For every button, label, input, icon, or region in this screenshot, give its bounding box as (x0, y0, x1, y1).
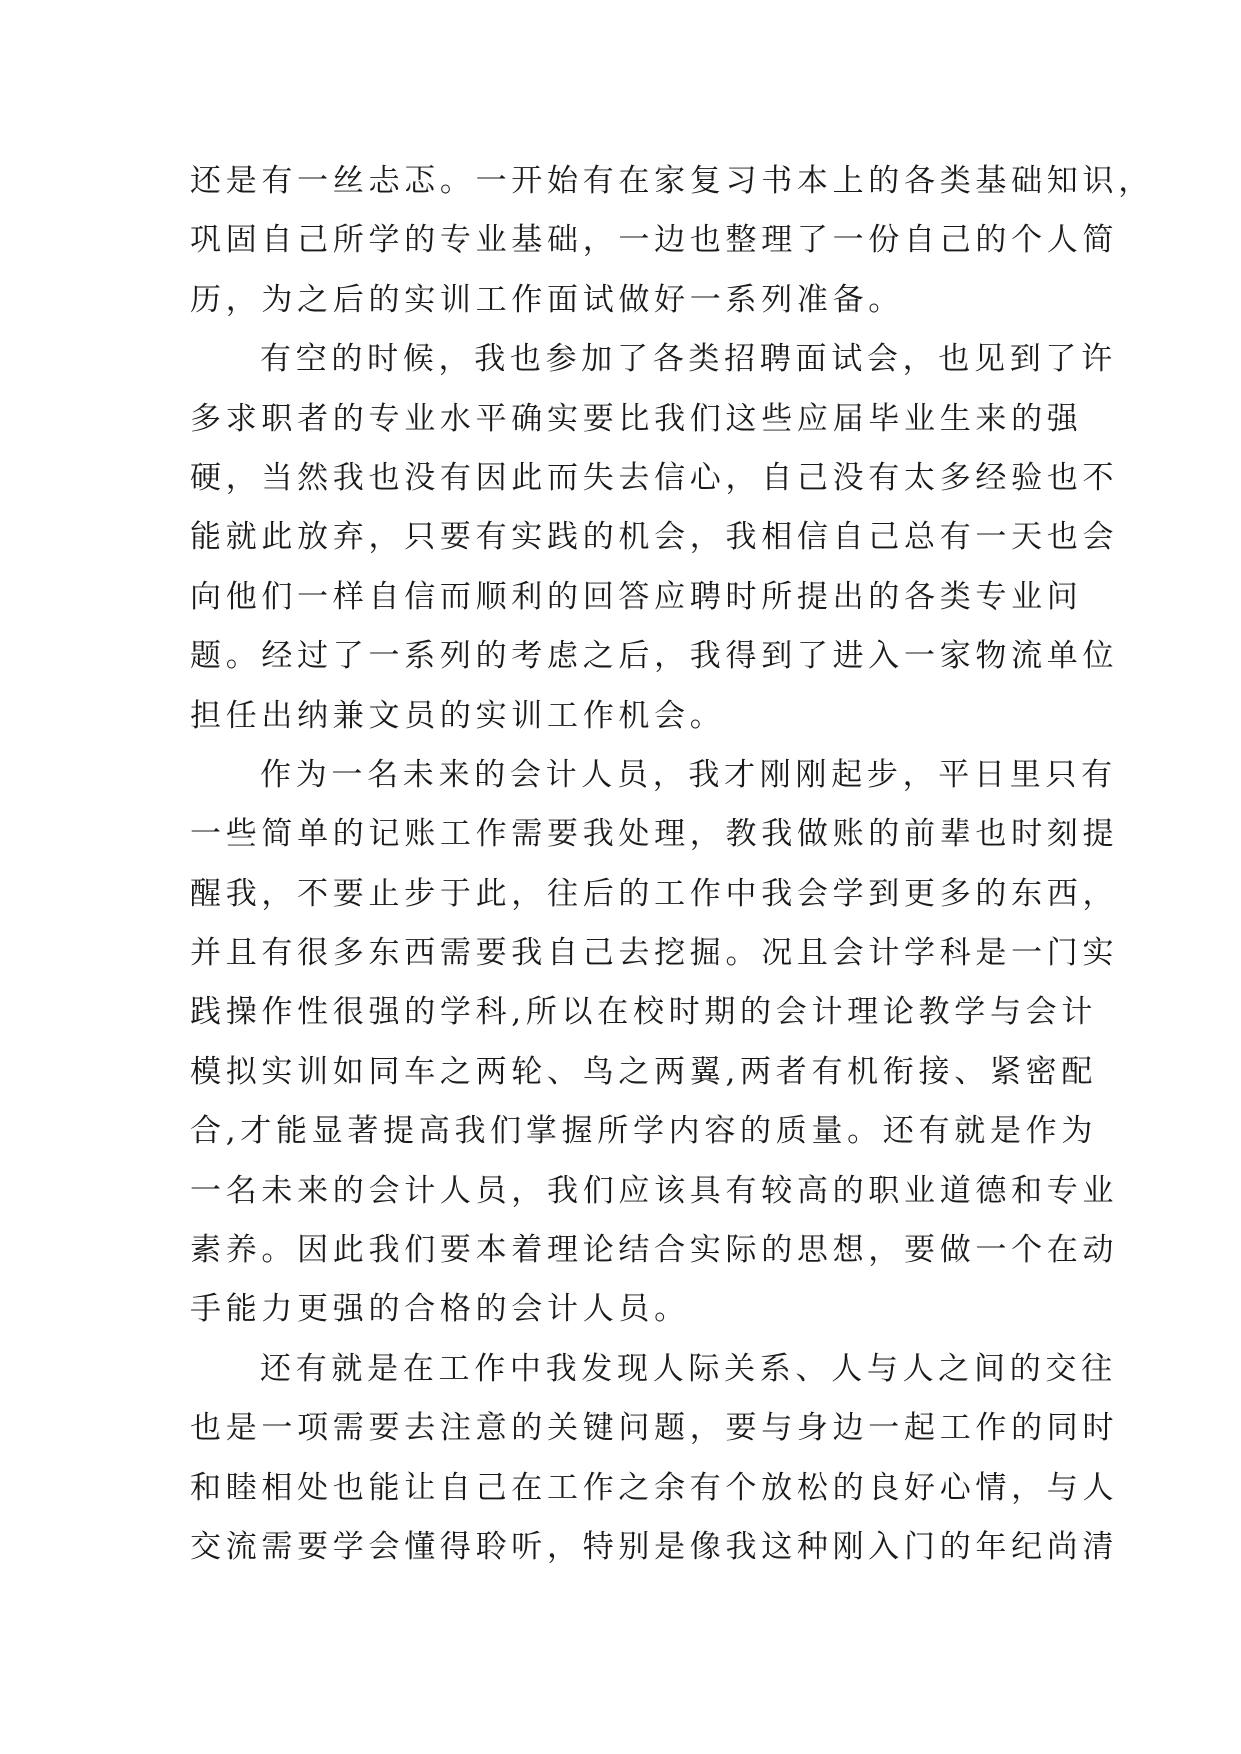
text-line: 担任出纳兼文员的实训工作机会。 (190, 697, 726, 734)
text-line: 素养。因此我们要本着理论结合实际的思想，要做一个在动 (190, 1232, 1119, 1269)
text-line: 还有就是在工作中我发现人际关系、人与人之间的交往 (260, 1350, 1117, 1387)
text-line: 能就此放弃，只要有实践的机会，我相信自己总有一天也会 (190, 519, 1119, 556)
text-line: 践操作性很强的学科,所以在校时期的会计理论教学与会计 (190, 994, 1098, 1031)
text-line: 有空的时候，我也参加了各类招聘面试会，也见到了许 (260, 341, 1117, 378)
text-line: 交流需要学会懂得聆听，特别是像我这种刚入门的年纪尚清 (190, 1528, 1119, 1565)
text-line: 模拟实训如同车之两轮、鸟之两翼,两者有机衔接、紧密配 (190, 1053, 1098, 1090)
text-line: 历，为之后的实训工作面试做好一系列准备。 (190, 281, 904, 318)
text-line: 还是有一丝忐忑。一开始有在家复习书本上的各类基础知识， (190, 163, 1154, 199)
text-line: 合,才能显著提高我们掌握所学内容的质量。还有就是作为 (190, 1113, 1098, 1150)
text-line: 硬，当然我也没有因此而失去信心，自己没有太多经验也不 (190, 459, 1119, 496)
text-line: 题。经过了一系列的考虑之后，我得到了进入一家物流单位 (190, 638, 1119, 675)
text-line: 作为一名未来的会计人员，我才刚刚起步，平日里只有 (260, 756, 1117, 793)
text-line: 并且有很多东西需要我自己去挖掘。况且会计学科是一门实 (190, 935, 1119, 972)
text-line: 一些简单的记账工作需要我处理，教我做账的前辈也时刻提 (190, 816, 1119, 853)
text-line: 一名未来的会计人员，我们应该具有较高的职业道德和专业 (190, 1172, 1119, 1209)
text-line: 也是一项需要去注意的关键问题，要与身边一起工作的同时 (190, 1410, 1119, 1447)
text-line: 多求职者的专业水平确实要比我们这些应届毕业生来的强 (190, 400, 1083, 437)
text-line: 醒我，不要止步于此，往后的工作中我会学到更多的东西， (190, 875, 1119, 912)
text-line: 巩固自己所学的专业基础，一边也整理了一份自己的个人简 (190, 222, 1119, 259)
text-line: 手能力更强的合格的会计人员。 (190, 1291, 690, 1328)
paragraph-1 (190, 152, 1154, 330)
paragraph-2 (190, 330, 1119, 746)
document-body (190, 152, 1154, 1577)
paragraph-4 (190, 1340, 1119, 1578)
paragraph-3 (190, 746, 1119, 1340)
text-line: 和睦相处也能让自己在工作之余有个放松的良好心情，与人 (190, 1469, 1119, 1506)
text-line: 向他们一样自信而顺利的回答应聘时所提出的各类专业问 (190, 578, 1083, 615)
